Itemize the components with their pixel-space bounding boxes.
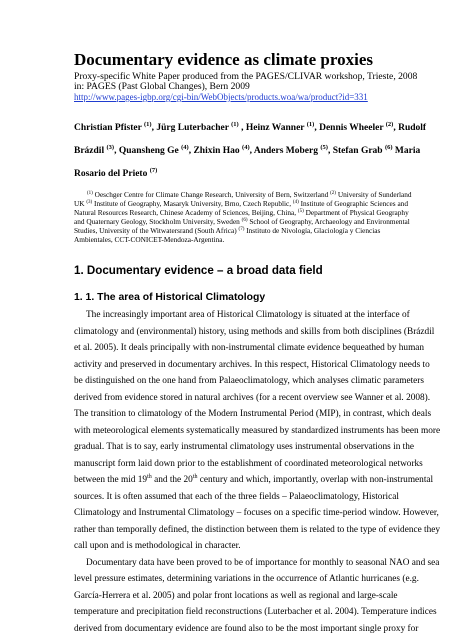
body-line: The increasingly important area of Historical Climatology is situated at the interface of [86,310,410,320]
author-separator: , [393,123,399,133]
author-name: Christian Pfister [74,123,142,133]
section-heading: 1. Documentary evidence – a broad data field [74,264,323,277]
affiliation-marker: (4) [292,200,299,205]
body-line: manuscript form laid down prior to the establishment of coordinated meteorological networks [74,458,423,469]
author-separator: , [249,146,254,156]
affiliation-line [87,190,412,199]
body-line: call upon and is methodological in character. [74,541,241,552]
affiliation-marker: (6) [241,218,248,223]
author-affiliation-marker: (3) [106,144,115,151]
author-name: Rosario del Prieto [74,169,148,179]
author-affiliation-marker: (1) [144,121,152,128]
body-line: sources. It is often assumed that each of the three fields – Palaeoclimatology, Historical [74,491,399,502]
author-name: Stefan Grab [332,146,383,156]
author-separator: , [188,146,194,156]
body-line: level pressure estimates, determining variations in the occurrence of Atlantic hurricanes (e.g. [74,574,419,585]
body-line: García-Herrera et al. 2005) and polar front locations as well as regional and large-scale [74,590,398,601]
affiliation-text: Oeschger Centre for Climate Change Research, University of Bern, Switzerland [94,190,329,199]
ordinal-suffix: th [147,474,152,481]
affiliation-marker: (1) [87,191,93,196]
affiliation-text: School of Geography, Archaeology and Environmental [249,217,410,226]
author-line-1 [74,121,427,135]
body-line: activity and preserved in documentary archives. In this respect, Historical Climatology needs to [74,359,430,370]
author-name: Maria [394,146,421,156]
author-name: Heinz Wanner [245,123,305,133]
affiliation-text: Ambientales, CCT-CONICET-Mendoza-Argentina. [74,235,225,244]
body-line: climatology and (environmental) history, using methods and skills from both disciplines (Brázdil [74,326,435,337]
body-line: Documentary data have been proved to be of importance for monthly to seasonal NAO and sea [86,557,440,568]
affiliation-text: Institute of Geography, Masaryk University, Brno, Czech Republic, [94,199,292,208]
body-line: gradual. That is to say, early instrumental climatology uses instrumental observations in the [74,442,415,453]
author-affiliation-marker: (7) [149,167,158,174]
affiliation-line [74,217,410,226]
affiliation-line [74,208,409,217]
paper-title: Documentary evidence as climate proxies [74,50,374,69]
affiliation-line [74,199,408,208]
affiliation-marker: (2) [330,191,336,196]
author-separator: , [327,146,333,156]
affiliation-line [74,235,224,244]
author-separator: , [238,123,246,133]
affiliation-text: Instituto de Nivología, Glaciología y Ciencias [246,226,381,235]
author-separator: , [114,146,119,156]
author-name: Brázdil [74,146,105,156]
author-name: Dennis Wheeler [319,123,384,133]
author-affiliation-marker: (4) [181,144,189,151]
ordinal-suffix: th [192,474,198,481]
author-affiliation-marker: (2) [385,121,394,128]
author-affiliation-marker: (4) [242,144,250,151]
author-name: Zhixin Hao [193,146,240,156]
author-separator: , [314,123,320,133]
body-line: derived from evidence stored in natural archives (for a recent overview see Wanner et al. 2008). [74,392,431,403]
body-text: century and which, importantly, overlap with non-instrumental [197,475,434,486]
author-affiliation-marker: (1) [231,121,239,128]
source-link[interactable]: http://www.pages-igbp.org/cgi-bin/WebObjects/products.woa/wa/product?id=331 [74,92,368,102]
body-line: rather than temporally defined, the distinction between them is related to the type of evidence they [74,524,441,535]
affiliation-text: Institute of Geographic Sciences and [300,199,408,208]
author-affiliation-marker: (5) [320,144,328,151]
author-separator: , [151,123,157,133]
affiliation-text: Studies, University of the Witwatersrand (South Africa) [74,226,237,235]
subtitle-workshop: Proxy-specific White Paper produced from the PAGES/CLIVAR workshop, Trieste, 2008 [74,71,418,82]
subsection-heading: 1. 1. The area of Historical Climatology [74,292,266,303]
body-line: Climatology and Instrumental Climatology – focuses on a specific time-period window. However, [74,508,439,519]
affiliation-marker: (3) [86,200,93,205]
author-affiliation-marker: (6) [384,144,393,151]
author-affiliation-marker: (1) [306,121,315,128]
affiliation-marker: (7) [238,227,245,232]
author-line-3 [74,168,394,181]
affiliation-text: Department of Physical Geography [305,208,409,217]
affiliation-marker: (5) [297,209,304,214]
author-line-2 [74,144,421,158]
body-line: temperature and precipitation field reconstructions (Luterbacher et al. 2004). Temperature indices [74,607,437,618]
author-name: Rudolf [398,123,427,133]
body-line: with meteorological elements systematically measured by standardized instruments has been more [74,425,441,436]
body-text: between the mid 19 [74,475,148,486]
author-name: Quansheng Ge [118,146,179,156]
affiliation-line [74,226,380,235]
author-name: Jürg Luterbacher [156,123,229,133]
subtitle-publication: in: PAGES (Past Global Changes), Bern 2009 [74,81,250,92]
body-line: be distinguished on the one hand from Palaeoclimatology, which analyses climatic parameters [74,376,424,387]
body-line [74,475,433,486]
affiliation-text: and Quaternary Geology, Stockholm University, Sweden [74,217,240,226]
body-line: derived from documentary evidence are found also to be the most important single proxy for [74,624,419,634]
author-name: Anders Moberg [253,146,318,156]
body-text: and the 20 [151,475,193,486]
affiliation-text: Natural Resources Research, Chinese Academy of Sciences, Beijing, China, [74,208,297,217]
affiliation-text: University of Sunderland [337,190,412,199]
body-line: The transition to climatology of the Modern Instrumental Period (MIP), in contrast, which deals [74,409,432,420]
body-line: et al. 2005). It deals principally with non-instrumental climate evidence bequeathed by human [74,343,425,354]
affiliation-text: UK [74,199,85,208]
